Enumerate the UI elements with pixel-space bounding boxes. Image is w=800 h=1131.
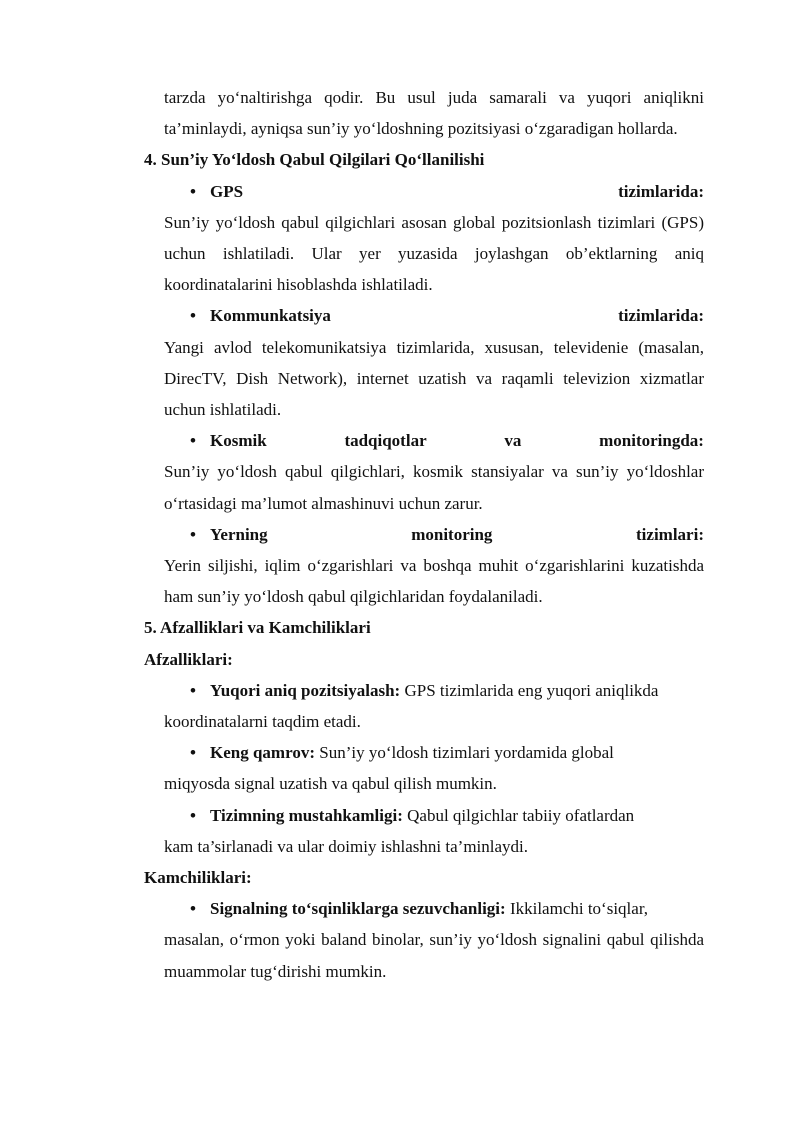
advantages-heading: Afzalliklari: — [144, 649, 233, 669]
desc-line: masalan, o‘rmon yoki baland binolar, sun’iy yo‘ldosh signalini qabul — [164, 930, 645, 950]
advantage-body: Qabul qilgichlar tabiiy ofatlardan — [402, 805, 635, 825]
title-word: GPS — [210, 181, 244, 201]
item-description — [164, 207, 704, 301]
bullet-icon: • — [190, 306, 196, 326]
advantage-continuation: miqyosda signal uzatish va qabul qilish mumkin. — [164, 774, 497, 794]
intro-line: hollarda. — [617, 119, 678, 139]
title-word: tizimlarida: — [618, 306, 704, 326]
intro-line: ta’minlaydi, ayniqsa sun’iy yo‘ldoshning pozitsiyasi o‘zgaradigan — [164, 119, 614, 139]
bullet-icon: • — [190, 431, 196, 451]
disadvantage-continuation — [164, 924, 704, 986]
advantage-item — [190, 675, 704, 706]
desc-line: Yangi avlod telekomunikatsiya tizimlarida, xususan, televidenie — [164, 337, 629, 357]
advantage-body: Sun’iy yo‘ldosh tizimlari yordamida global — [315, 743, 614, 763]
item-title — [210, 519, 704, 550]
advantage-item — [190, 800, 704, 831]
bullet-icon: • — [190, 181, 196, 201]
list-item-gps — [190, 176, 704, 207]
title-word: Yerning — [210, 524, 268, 544]
disadvantage-item — [190, 893, 704, 924]
list-item-communication — [190, 300, 704, 331]
list-item-earth-monitoring — [190, 519, 704, 550]
advantage-body: GPS tizimlarida eng yuqori aniqlikda — [400, 680, 659, 700]
advantage-continuation: koordinatalarni taqdim etadi. — [164, 712, 361, 732]
item-title — [210, 176, 704, 207]
advantage-title: Yuqori aniq pozitsiyalash: — [210, 680, 401, 700]
desc-line: televizion xizmatlar uchun ishlatiladi. — [164, 368, 704, 420]
advantage-title: Tizimning mustahkamligi: — [210, 805, 403, 825]
advantage-item — [190, 737, 704, 768]
title-word: tizimlari: — [636, 524, 704, 544]
title-word: Kommunkatsiya — [210, 306, 331, 326]
item-description — [164, 456, 704, 518]
item-description — [164, 332, 704, 426]
advantage-title: Keng qamrov: — [210, 743, 315, 763]
title-word: monitoringda: — [599, 431, 704, 451]
desc-line: qilishda muammolar tug‘dirishi mumkin. — [164, 930, 705, 981]
advantage-text — [210, 675, 704, 706]
disadvantage-title: Signalning to‘sqinliklarga sezuvchanligi: — [210, 899, 506, 919]
section-4-heading: 4. Sun’iy Yo‘ldosh Qabul Qilgilari Qo‘llanilishi — [144, 150, 485, 170]
title-word: tadqiqotlar — [344, 431, 427, 451]
bullet-icon: • — [190, 899, 196, 919]
bullet-icon: • — [190, 805, 196, 825]
bullet-icon: • — [190, 680, 196, 700]
disadvantages-heading: Kamchiliklari: — [144, 868, 252, 888]
title-word: Kosmik — [210, 431, 267, 451]
title-word: tizimlarida: — [618, 181, 704, 201]
page-content — [144, 82, 704, 987]
disadvantage-body: Ikkilamchi to‘siqlar, — [505, 899, 649, 919]
desc-line: (masalan, DirecTV, Dish Network), internet uzatish va raqamli — [164, 337, 704, 388]
list-item-space-research — [190, 425, 704, 456]
advantage-text — [210, 800, 704, 831]
desc-line: Sun’iy yo‘ldosh qabul qilgichlari asosan global pozitsionlash tizimlari — [164, 212, 656, 232]
title-word: monitoring — [411, 524, 493, 544]
item-description — [164, 550, 704, 612]
section-5-heading: 5. Afzalliklari va Kamchiliklari — [144, 618, 371, 638]
intro-line: tarzda yo‘naltirishga qodir. Bu usul juda samarali va yuqori aniqlikni — [164, 88, 704, 107]
title-word: va — [504, 431, 522, 451]
desc-line: (GPS) uchun ishlatiladi. Ular yer yuzasida joylashgan ob’ektlarning aniq — [164, 212, 704, 264]
disadvantage-text — [210, 893, 704, 924]
advantage-text — [210, 737, 704, 768]
desc-line: yo‘ldoshlar o‘rtasidagi ma’lumot almashinuvi uchun zarur. — [164, 462, 705, 513]
item-title — [210, 300, 704, 331]
advantage-continuation: kam ta’sirlanadi va ular doimiy ishlashni ta’minlaydi. — [164, 836, 529, 856]
desc-line: Yerin siljishi, iqlim o‘zgarishlari va boshqa muhit o‘zgarishlarini — [164, 556, 625, 576]
desc-line: Sun’iy yo‘ldosh qabul qilgichlari, kosmik stansiyalar va sun’iy — [164, 462, 619, 482]
desc-line: kuzatishda ham sun’iy yo‘ldosh qabul qilgichlaridan foydalaniladi. — [164, 556, 705, 607]
item-title — [210, 425, 704, 456]
desc-line: koordinatalarini hisoblashda ishlatiladi. — [164, 275, 433, 295]
bullet-icon: • — [190, 743, 196, 763]
intro-paragraph — [164, 82, 704, 144]
bullet-icon: • — [190, 524, 196, 544]
